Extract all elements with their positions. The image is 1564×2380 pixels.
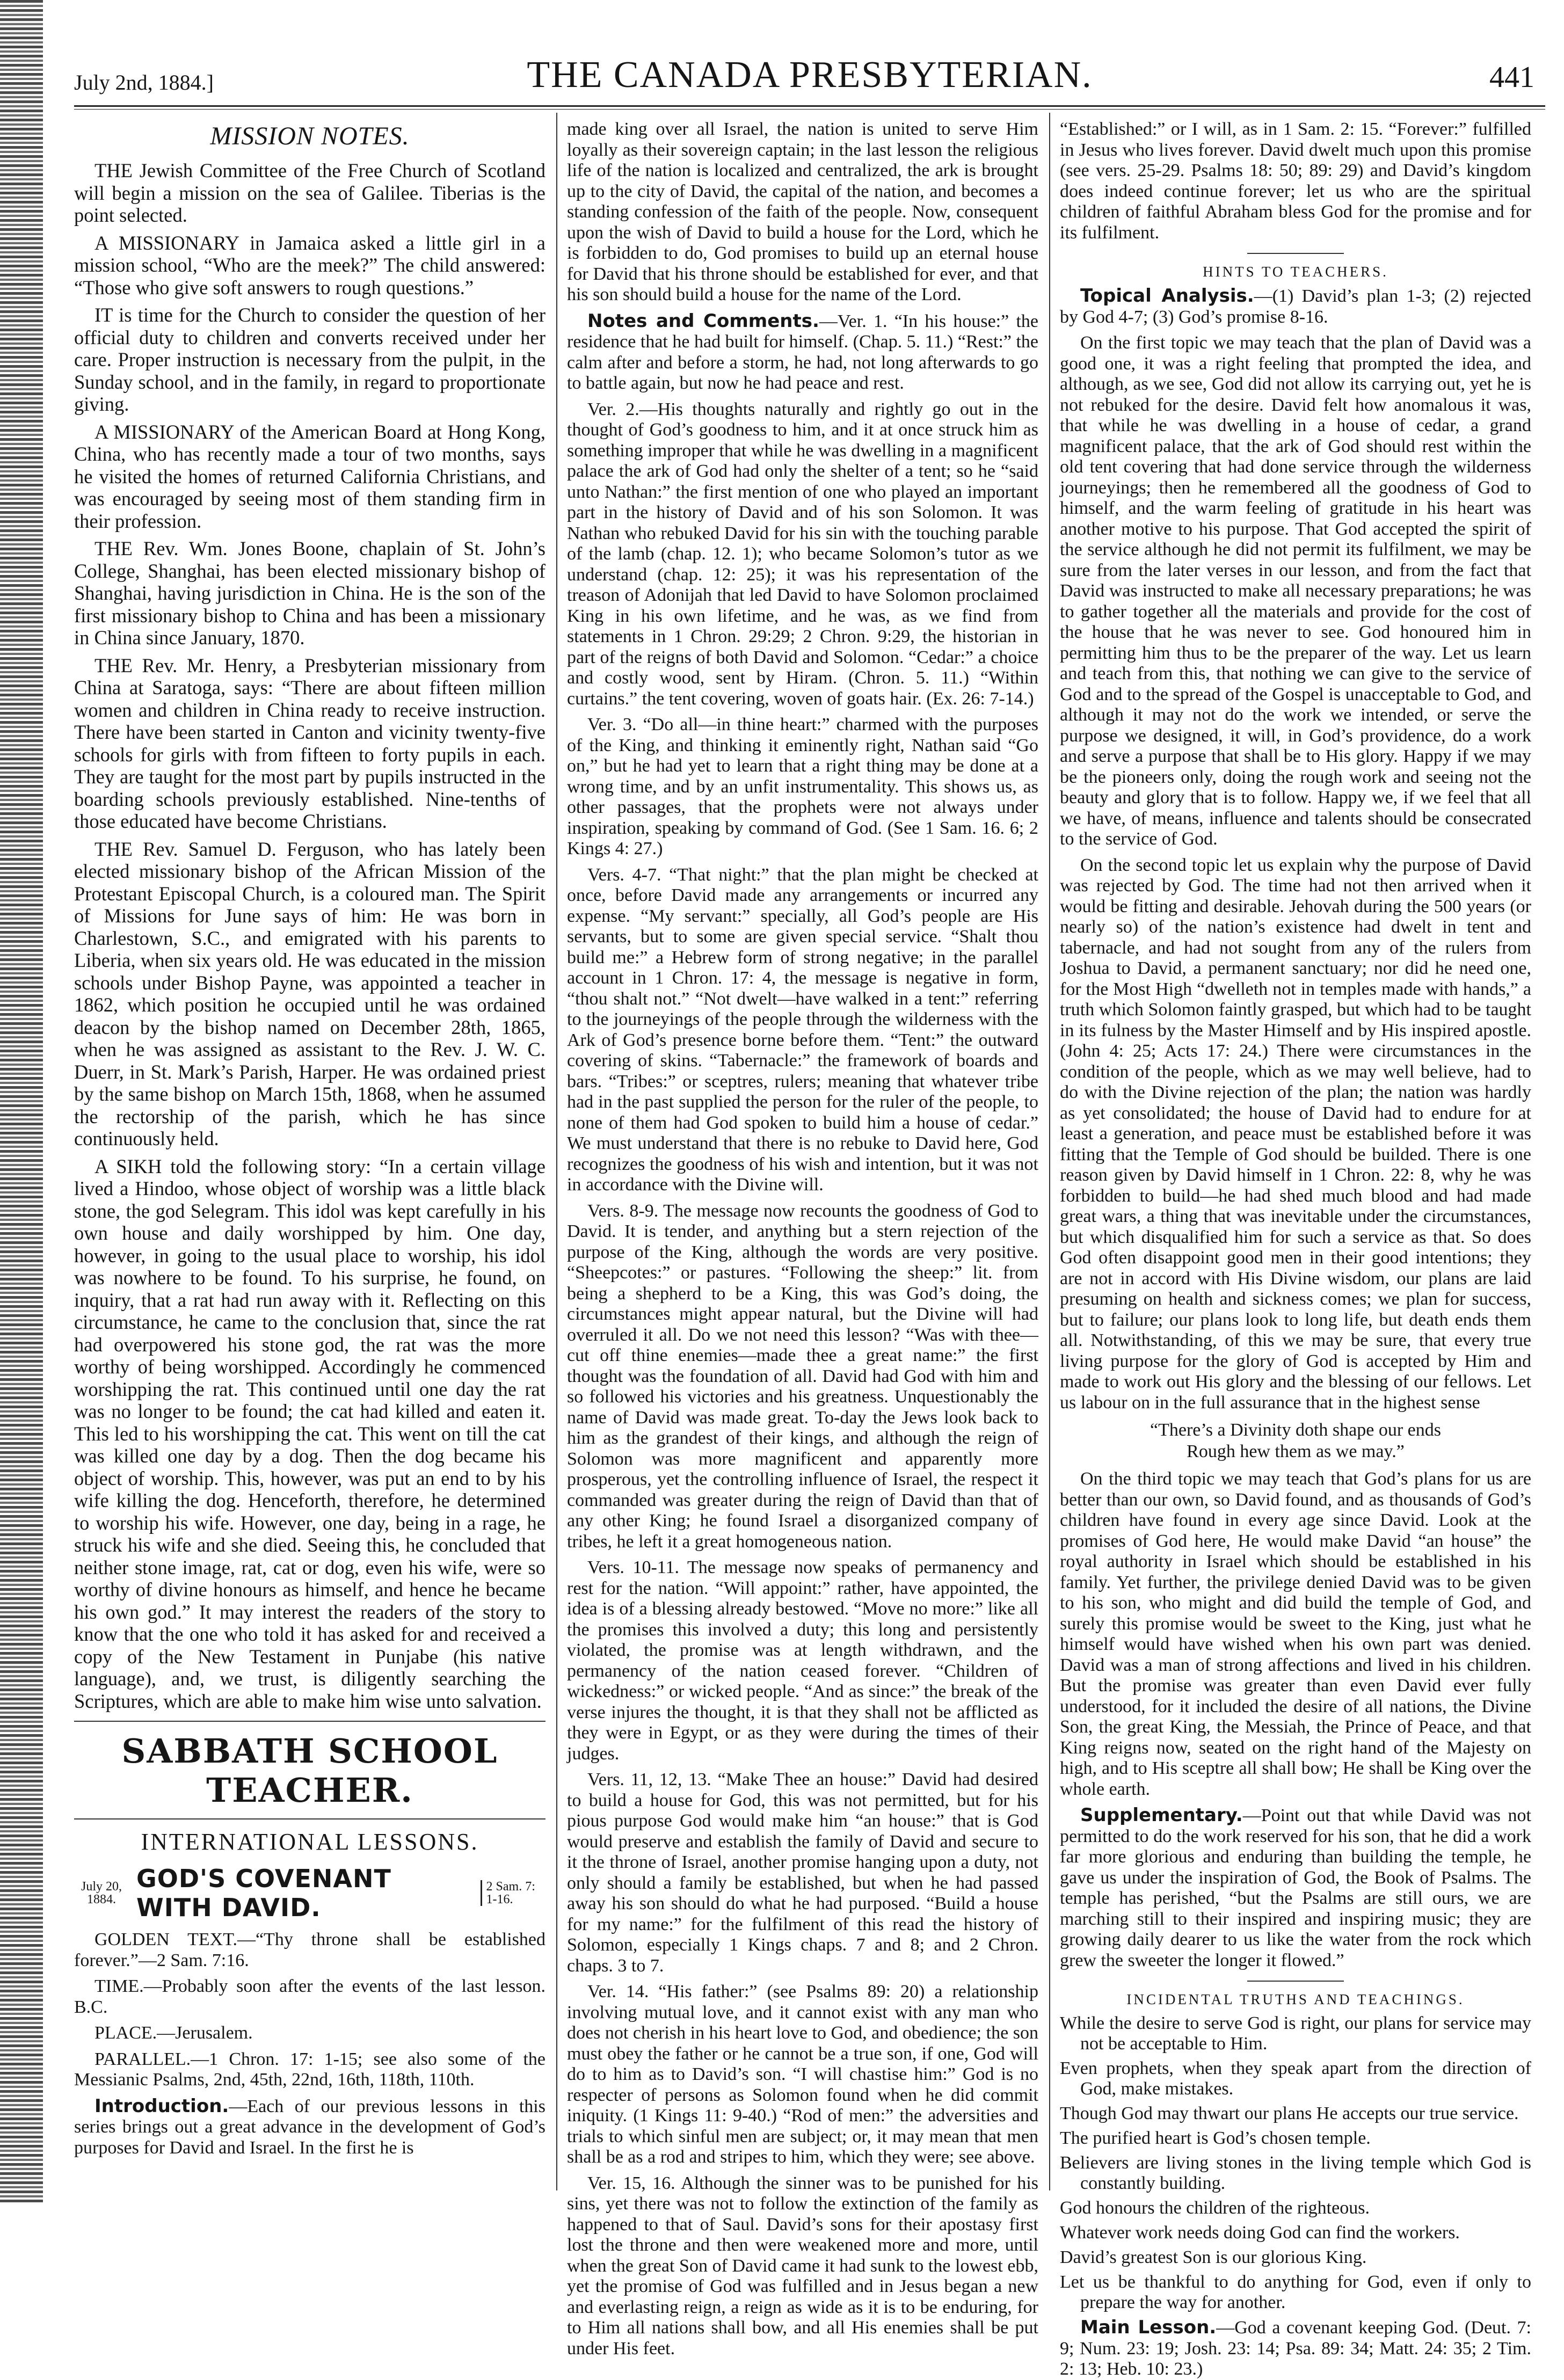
verse-note: Vers. 11, 12, 13. “Make Thee an house:” David had desired to build a house for God, this was not permitted, but for his pious purpose God would make him “an house:” that is God would preserve and establish the family of David and secure to it the throne of Israel, another promise hanging upon a duty, not only should a family be established, but when he had passed away his son should do what he had purposed. “Build a house for my name:” for the fulfilment of this read the history of Solomon, especially 1 Kings chaps. 7 and 8; and 2 Chron. chaps. 3 to 7. bbox=[567, 1770, 1038, 1976]
lesson-continuation: made king over all Israel, the nation is united to serve Him loyally as their sovereign captain; in the last lesson the religious life of the nation is localized and centralized, the ark is brought up to the city of David, the capital of the nation, and becomes a standing confession of the faith of the people. Now, consequent upon the wish of David to build a house for the Lord, which he is forbidden to do, God promises to build up an eternal house for David that his throne should be established for ever, and that his son should build a house for the name of the Lord. bbox=[567, 119, 1038, 304]
issue-date: July 2nd, 1884.] bbox=[74, 70, 214, 94]
mission-note: A MISSIONARY in Jamaica asked a little girl in a mission school, “Who are the meek?” The child answered: “Those who give soft answers to rough questions.” bbox=[74, 231, 545, 299]
main-lesson-lead: Main Lesson. bbox=[1080, 2317, 1217, 2338]
verse-note: Ver. 14. “His father:” (see Psalms 89: 20) a relationship involving mutual love, and it cannot exist with any man who does not cherish in his heart love to God, and obedience; the son must obey the father or he cannot be a true son, if one, God will do to him as to David’s son. “I will chastise him:” God is no respecter of persons as Solomon found when he did commit iniquity. (1 Kings 11: 9-40.) “Rod of men:” the adversities and trials to which sinful men are subject; or, it may mean that men shall be as a rod and stripes to him, which they were; see above. bbox=[567, 1982, 1038, 2167]
poem-quote bbox=[1060, 1420, 1531, 1462]
supplementary-text: —Point out that while David was not permitted to do the work reserved for his son, that he did a work far more glorious and enduring than building the temple, he gave us under the inspiration of God, the Book of Psalms. The temple has perished, “but the Psalms are still ours, we are marching still to their inspired and inspiring music; they are growing daily dearer to us like the water from the rock which grew the sweeter the longer it flowed.” bbox=[1060, 1806, 1531, 1970]
mission-note: IT is time for the Church to consider the question of her official duty to children and converts received under her care. Proper instruction is necessary from the pulpit, in the Sunday school, and in the family, in regard to proportionate giving. bbox=[74, 304, 545, 415]
international-lessons-heading: INTERNATIONAL LESSONS. bbox=[141, 1829, 479, 1855]
newspaper-title: THE CANADA PRESBYTERIAN. bbox=[527, 54, 1093, 96]
column-divider-1 bbox=[556, 113, 557, 2190]
introduction-lead: Introduction. bbox=[94, 2095, 229, 2117]
lesson-place: PLACE.—Jerusalem. bbox=[94, 2023, 253, 2043]
lesson-parallel: PARALLEL.—1 Chron. 17: 1-15; see also some of the Messianic Psalms, 2nd, 45th, 22nd, 16th, 118th, 110th. bbox=[74, 2049, 545, 2090]
teaching-paragraph: On the third topic we may teach that God’s plans for us are better than our own, so David found, and as thousands of God’s children have found in every age since David. Look at the promises of God here, He would make David “an house” the royal authority in Israel which should be established in his family. Yet further, the privilege denied David was to be given to his son, who might and did build the temple of God, and surely this promise would be sweet to the King, just what he himself would have wished when his own part was denied. David was a man of strong affections and lived in his children. But the promise was greater than even David ever fully understood, for it included the desire of all nations, the Divine Son, the great King, the Messiah, the Prince of Peace, and that King reigns now, seated on the right hand of the Majesty on high, and to His sceptre all shall bow; He shall be King over the whole earth. bbox=[1060, 1469, 1531, 1799]
mission-note: THE Rev. Wm. Jones Boone, chaplain of St. John’s College, Shanghai, has been elected missionary bishop of Shanghai, having jurisdiction in China. He is the son of the first missionary bishop to China and has been a missionary in China since January, 1870. bbox=[74, 537, 545, 649]
topical-lead: Topical Analysis. bbox=[1080, 285, 1254, 307]
header-rule-thin bbox=[74, 109, 1545, 110]
topical-text: —(1) David’s plan 1-3; (2) rejected by God 4-7; (3) God’s promise 8-16. bbox=[1060, 286, 1531, 327]
introduction-text: —Each of our previous lessons in this series brings out a great advance in the development of God’s purposes for David and Israel. In the first he is bbox=[74, 2096, 545, 2158]
verse-note: Vers. 4-7. “That night:” that the plan might be checked at once, before David made any arrangements or incurred any expense. “My servant:” specially, all God’s people are His servants, but to some are given special service. “Shalt thou build me:” a Hebrew form of strong negative; in the parallel account in 1 Chron. 17: 4, the message is negative in form, “thou shalt not.” “Not dwelt—have walked in a tent:” referring to the journeyings of the people through the wilderness with the Ark of God’s presence borne before them. “Tent:” the outward covering of skins. “Tabernacle:” the framework of boards and bars. “Tribes:” or sceptres, rulers; meaning that whatever tribe had in the past supplied the person for the ruler of the people, to none of them had God spoken to build him a house of cedar.” We must understand that there is no rebuke to David here, God recognizes the goodness of his wish and intention, but it was not in accordance with the Divine will. bbox=[567, 864, 1038, 1195]
list-item: God honours the children of the righteous. bbox=[1060, 2198, 1370, 2218]
section-rule bbox=[74, 1818, 545, 1819]
main-lesson bbox=[1060, 2317, 1531, 2380]
verse-note: Ver. 15, 16. Although the sinner was to be punished for his sins, yet there was not to follow the extinction of the family as happened to that of Saul. David’s sons for their apostasy first lost the throne and then were weakened more and more, until when the great Son of David came it had sunk to the lowest ebb, yet the promise of God was fulfilled and in Jesus began a new and everlasting reign, a reign as wide as it is to be enduring, for to Him all nations shall bow, and all His enemies shall be put under His feet. bbox=[567, 2173, 1038, 2359]
column-1 bbox=[74, 119, 545, 2192]
list-item: Even prophets, when they speak apart from the direction of God, make mistakes. bbox=[1060, 2058, 1531, 2099]
lesson-heading bbox=[74, 1864, 545, 1922]
poem-line: “There’s a Divinity doth shape our ends bbox=[1150, 1420, 1441, 1440]
introduction-paragraph bbox=[74, 2096, 545, 2159]
mission-note: A MISSIONARY of the American Board at Hong Kong, China, who has recently made a tour of two months, says he visited the homes of returned California Christians, and was encouraged by seeing most of them standing firm in their profession. bbox=[74, 420, 545, 532]
teaching-paragraph: On the first topic we may teach that the plan of David was a good one, it was a right feeling that prompted the idea, and although, as we see, God did not allow its carrying out, yet he is not rebuked for the desire. David felt how anomalous it was, that while he was dwelling in a house of cedar, a grand magnificent palace, that the ark of God should rest within the old tent covering that had done service through the wilderness journeyings; then he remembered all the goodness of God to himself, and the warm feeling of gratitude in his heart was another motive to his purpose. That God accepted the spirit of the service although he did not permit its fulfilment, we may be sure from the later verses in our lesson, and from the fact that David was instructed to make all necessary preparations; he was to gather together all the materials and provide for the cost of the house that he was never to see. God honoured him in permitting him thus to be the preparer of the way. Let us learn and teach from this, that nothing we can give to the service of God and to the spread of the Gospel is unacceptable to God, and although it may not do the work we intended, or serve the purpose we designed, it will, in God’s providence, do a work and serve a purpose that shall be to His glory. Happy if we may be the pioneers only, doing the rough work and seeing not the beauty and glory that is to follow. Happy we, if we feel that all we have, of means, influence and talents should be consecrated to the service of God. bbox=[1060, 333, 1531, 849]
list-item: Though God may thwart our plans He accepts our true service. bbox=[1060, 2104, 1519, 2123]
lesson-continuation: “Established:” or I will, as in 1 Sam. 2: 15. “Forever:” fulfilled in Jesus who lives forever. David dwelt much upon this promise (see vers. 25-29. Psalms 18: 50; 89: 29) and David’s kingdom does indeed continue forever; let us who are the spiritual children of faithful Abraham bless God for the promise and for its fulfilment. bbox=[1060, 119, 1531, 243]
short-rule bbox=[1247, 253, 1344, 254]
list-item: While the desire to serve God is right, our plans for service may not be acceptable to Him. bbox=[1060, 2013, 1531, 2054]
hints-heading: HINTS TO TEACHERS. bbox=[1203, 264, 1388, 280]
list-item: The purified heart is God’s chosen temple. bbox=[1060, 2128, 1371, 2148]
page-header bbox=[74, 49, 1545, 99]
notes-text: —Ver. 1. “In his house:” the residence that he had built for himself. (Chap. 5. 11.) “Rest:” the calm after and before a storm, he had, not long afterwards to go to battle again, but now he had peace and rest. bbox=[567, 311, 1038, 393]
lesson-title: GOD'S COVENANT WITH DAVID. bbox=[136, 1864, 391, 1922]
verse-note: Vers. 10-11. The message now speaks of permanency and rest for the nation. “Will appoint:” rather, have appointed, the idea is of a blessing already bestowed. “Move no more:” like all the promises this involved a duty; this long and persistently violated, the promise was at length withdrawn, and the permanency of the nation ceased forever. “Children of wickedness:” or wicked people. “And as since:” the break of the verse injures the thought, it is that they shall not be afflicted as they were in Egypt, or as they were during the times of their judges. bbox=[567, 1557, 1038, 1764]
incidental-heading: INCIDENTAL TRUTHS AND TEACHINGS. bbox=[1126, 1991, 1465, 2007]
notes-paragraph bbox=[567, 311, 1038, 394]
truths-list bbox=[1060, 2013, 1531, 2313]
teaching-paragraph: On the second topic let us explain why the purpose of David was rejected by God. The time had not then arrived when it would be fitting and desirable. Jehovah during the 500 years (or nearly so) of the nation’s existence had dwelt in tent and tabernacle, and had not sought from any of the rulers from Joshua to David, a permanent sanctuary; nor did he need one, for the Most High “dwelleth not in temples made with hands,” a truth which Solomon faintly grasped, but which had to be taught in its fulness by the Master Himself and by His inspired apostle. (John 4: 25; Acts 17: 24.) There were circumstances in the condition of the people, which as we may well believe, had to do with the Divine rejection of the plan; the nation was hardly as yet consolidated; the house of David had to endure for at least a generation, and peace must be established before it was fitting that the Temple of God should be builded. There is one reason given by David himself in 1 Chron. 22: 8, why he was forbidden to build—he had shed much blood and had made great wars, a thing that was inevitable under the circumstances, but which disqualified him for such a service as that. So does God often disappoint good men in their good intentions; they are not in accord with His Divine wisdom, our plans are laid presuming on health and sickness comes; we plan for success, but to failure; our plans look to long life, but death ends them all. Notwithstanding, of this we may be sure, that every true living purpose for the glory of God is accepted by Him and made to work out His glory and the blessing of our fellows. Let us labour on in the full assurance that in the highest sense bbox=[1060, 855, 1531, 1413]
section-rule bbox=[74, 1721, 545, 1722]
page-number: 441 bbox=[1489, 61, 1534, 94]
verse-note: Ver. 2.—His thoughts naturally and rightly go out in the thought of God’s goodness to him, and it at once struck him as something improper that while he was dwelling in a magnificent palace the ark of God had only the shelter of a tent; so he “said unto Nathan:” the first mention of one who played an important part in the history of David and of his son Solomon. It was Nathan who rebuked David for his sin with the touching parable of the lamb (chap. 12. 1); who became Solomon’s tutor as we understand (chap. 12: 25); it was his representation of the treason of Adonijah that led David to have Solomon proclaimed King in his own lifetime, and he was, as we find from statements in 1 Chron. 29:29; 2 Chron. 9:29, the historian in part of the reigns of both David and Solomon. “Cedar:” a choice and costly wood, sent by Hiram. (Chron. 5. 11.) “Within curtains.” the tent covering, woven of goats hair. (Ex. 26: 7-14.) bbox=[567, 399, 1038, 709]
mission-note: THE Jewish Committee of the Free Church of Scotland will begin a mission on the sea of Galilee. Tiberias is the point selected. bbox=[74, 159, 545, 226]
verse-note: Ver. 3. “Do all—in thine heart:” charmed with the purposes of the King, and thinking it eminently right, Nathan said “Go on,” but he had yet to learn that a right thing may be done at a wrong time, and by an unfit instrumentality. This shows us, as other passages, that the prophets were not always under inspiration, speaking by command of God. (See 1 Sam. 16. 6; 2 Kings 4: 27.) bbox=[567, 715, 1038, 858]
list-item: Believers are living stones in the living temple which God is constantly building. bbox=[1060, 2153, 1531, 2193]
mission-note: THE Rev. Samuel D. Ferguson, who has lately been elected missionary bishop of the African Mission of the Protestant Episcopal Church, is a coloured man. The Spirit of Missions for June says of him: He was born in Charlestown, S.C., and emigrated with his parents to Liberia, when six years old. He was educated in the mission schools under Bishop Payne, was appointed a teacher in 1862, which position he occupied until he was ordained deacon by the bishop named on December 28th, 1865, when he was assigned as assistant to the Rev. J. W. C. Duerr, in St. Mark’s Parish, Harper. He was ordained priest by the same bishop on March 15th, 1868, when he assumed the rectorship of the parish, which he has since continuously held. bbox=[74, 838, 545, 1149]
lesson-reference: 2 Sam. 7: 1-16. bbox=[481, 1880, 545, 1906]
topical-analysis bbox=[1060, 286, 1531, 327]
lesson-time: TIME.—Probably soon after the events of the last lesson. B.C. bbox=[74, 1976, 545, 2017]
column-divider-2 bbox=[1049, 113, 1050, 2190]
lesson-date: July 20, 1884. bbox=[81, 1880, 122, 1906]
column-3 bbox=[1060, 119, 1531, 2379]
list-item: David’s greatest Son is our glorious King. bbox=[1060, 2247, 1367, 2267]
list-item: Whatever work needs doing God can find the workers. bbox=[1060, 2223, 1460, 2243]
column-2 bbox=[567, 119, 1038, 2359]
verse-note: Vers. 8-9. The message now recounts the goodness of God to David. It is tender, and anything but a stern rejection of the purpose of the King, although the words are very positive. “Sheepcotes:” or pastures. “Following the sheep:” lit. from being a shepherd to be a King, this was God’s doing, the circumstances might appear natural, but the Divine will had overruled it all. Do we not need this lesson? “Was with thee—cut off thine enemies—made thee a great name:” the first thought was the foundation of all. David had God with him and so followed his victories and his greatness. Unquestionably the name of David was made great. To-day the Jews look back to him as the grandest of their kings, and although the reign of Solomon was more magnificent and apparently more prosperous, yet the controlling influence of Israel, the respect it commanded was greater during the reign of David than that of any other King; he found Israel a disorganized company of tribes, he left it a great homogeneous nation. bbox=[567, 1200, 1038, 1552]
list-item: Let us be thankful to do anything for God, even if only to prepare the way for another. bbox=[1060, 2272, 1531, 2312]
notes-lead: Notes and Comments. bbox=[587, 310, 819, 332]
mission-note: A SIKH told the following story: “In a certain village lived a Hindoo, whose object of worship was a little black stone, the god Selegram. This idol was kept carefully in his own house and daily worshipped by him. One day, however, in going to the usual place to worship, his idol was nowhere to be found. To his surprise, he found, on inquiry, that a rat had run away with it. Reflecting on this circumstance, he came to the conclusion that, since the rat had overpowered his stone god, the rat was the more worthy of being worshipped. Accordingly he commenced worshipping the rat. This continued until one day the rat was no longer to be found; the cat had killed and eaten it. This led to his worshipping the cat. This went on till the cat was killed one day by a dog. Then the dog became his object of worship. This, however, was put an end to by his wife killing the dog. Henceforth, therefore, he determined to worship his wife. However, one day, being in a rage, he struck his wife and she died. Seeing this, he concluded that neither stone image, rat, cat or dog, even his wife, were so worthy of divine honours as himself, and hence he became his own god.” It may interest the readers of the story to know that the one who told it has asked for and received a copy of the New Testament in Punjabe (his native language), and, we trust, is diligently searching the Scriptures, which are able to make him wise unto salvation. bbox=[74, 1155, 545, 1712]
book-binding-edge bbox=[0, 0, 43, 2203]
sabbath-school-heading: SABBATH SCHOOL TEACHER. bbox=[121, 1731, 498, 1810]
short-rule bbox=[1247, 1981, 1344, 1982]
main-lesson-text: —God a covenant keeping God. (Deut. 7: 9; Num. 23: 19; Josh. 23: 14; Psa. 89: 34; Matt. 24: 35; 2 Tim. 2: 13; Heb. 10: 23.) bbox=[1060, 2318, 1531, 2379]
supplementary-lead: Supplementary. bbox=[1080, 1804, 1243, 1826]
mission-note: THE Rev. Mr. Henry, a Presbyterian missionary from China at Saratoga, says: “There are about fifteen million women and children in China ready to receive instruction. There have been started in Canton and vicinity twenty-five schools for girls with from fifteen to forty pupils in each. They are taught for the most part by pupils instructed in the boarding schools previously established. Nine-tenths of those educated have become Christians. bbox=[74, 654, 545, 832]
supplementary-paragraph bbox=[1060, 1805, 1531, 1971]
header-rule bbox=[74, 105, 1545, 107]
mission-notes-title: MISSION NOTES. bbox=[210, 122, 410, 150]
poem-line: Rough hew them as we may.” bbox=[1187, 1442, 1405, 1461]
golden-text: GOLDEN TEXT.—“Thy throne shall be established forever.”—2 Sam. 7:16. bbox=[74, 1930, 545, 1970]
newspaper-page bbox=[74, 0, 1545, 2379]
